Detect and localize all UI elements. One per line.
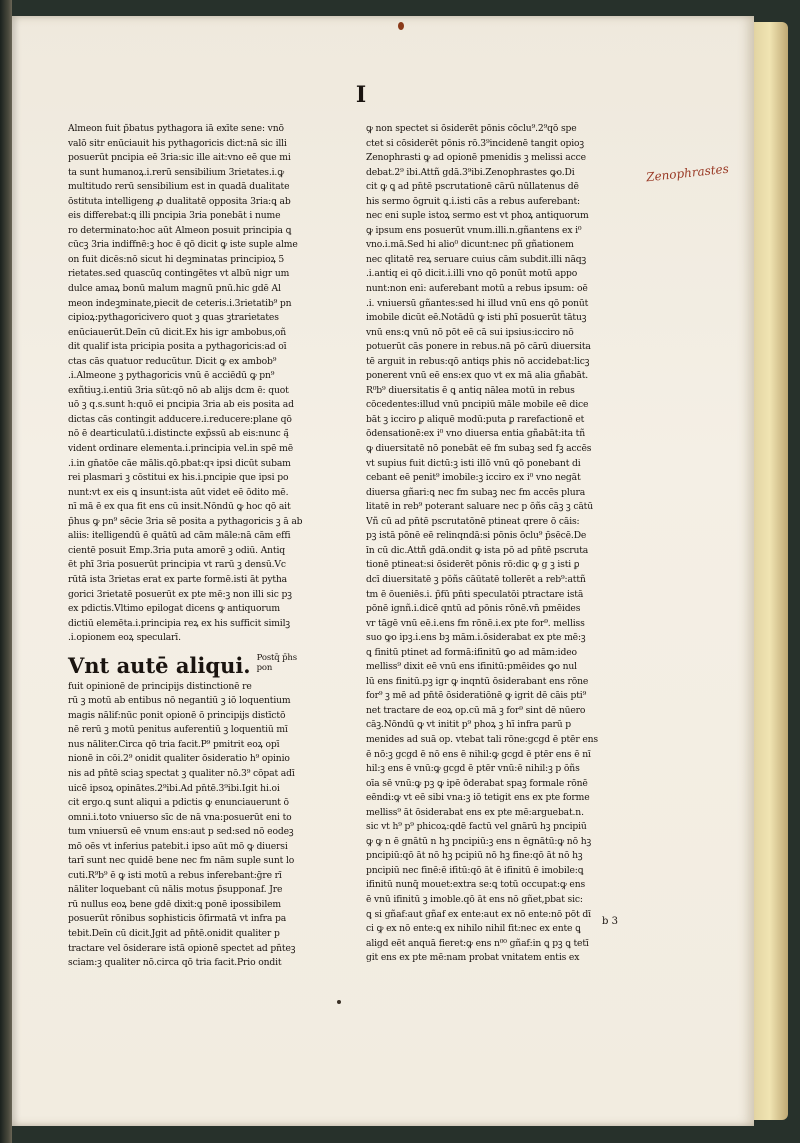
text-line: rietates.sed quascūq contingētes vt albū nigr um <box>68 268 290 280</box>
text-line: ē vnū ifinitū ꝫ imoble.qō āt ens nō gñet,pbat sic: <box>366 893 583 905</box>
text-line: tē arguit in rebus:qō antiqs phis nō accidebat:licꝫ <box>366 355 590 367</box>
text-line: pncipiū:qō āt nō hꝫ pcipiū nō hꝫ fine:qō āt nō hꝫ <box>366 850 583 862</box>
text-line: posuerūt pncipia eē 3ria:sic ille ait:vno eē que mi <box>68 152 291 164</box>
text-line: nunt:non eni: auferebant motū a rebus ipsum: oē <box>366 283 588 295</box>
text-line: tum vniuersū eē vnum ens:aut p sed:sed nō eodeꝫ <box>68 826 294 838</box>
text-line: ꝙ diuersitatē nō ponebāt eē fm subaꝫ sed fꝫ accēs <box>366 443 592 455</box>
text-line: ꝙ ꝙ n ē gnātū n hꝫ pncipiū:ꝫ ens n ēgnātū:ꝙ nō hꝫ <box>366 835 592 847</box>
text-line: mō oēs vt inferius patebit.i ipso aūt mō ꝙ diuersi <box>68 840 288 852</box>
text-line: Vñ cū ad pn̄tē pscrutatōnē ptineat qrere ō cāis: <box>366 515 580 527</box>
text-line: litatē in reb⁹ poterant saluare nec p ōñs cāꝫ ꝫ cātū <box>366 501 593 513</box>
text-line: rū ꝫ motū ab entibus nō negantiū ꝫ iō loquentium <box>68 695 291 707</box>
text-line: bāt ꝫ icciro ꝑ aliquē modū:puta ꝑ rarefactionē et <box>366 413 585 425</box>
text-line: gorici 3rietatē posuerūt ex pte mē:ꝫ non illi sic pꝫ <box>68 588 292 600</box>
text-line: multitudo rerū sensibilium est in quadā dualitate <box>68 181 290 193</box>
text-line: dictiū elemēta.i.principia reꝝ ex his sufficit similꝫ <box>68 617 290 629</box>
text-line: ta sunt humanoꝝ.i.rerū sensibilium 3rietates.i.ꝙ <box>68 166 284 178</box>
text-line: tarī sunt nec quidē bene nec fm nām suple sunt lo <box>68 855 295 867</box>
text-line: .i.in gn̄atōe cāe mālis.qō.pbat:qꝛ ipsi dicūt subam <box>68 457 291 469</box>
section-heading-initial: Vnt autē aliqui. <box>68 652 251 678</box>
text-line: cipioꝝ:pythagoricivero quot ꝫ quas ꝫtrarietates <box>68 312 279 324</box>
left-column-upper-text <box>68 122 348 646</box>
text-line: .i.Almeone ꝫ pythagoricis vnū ē acciēdū ꝙ pn⁹ <box>68 370 275 382</box>
text-line: dulce amaꝝ bonū malum magnū pnū.hic gdē Al <box>68 283 281 295</box>
text-line: tm ē ōueniēs.i. p̄fū pn̄ti speculatōi ptractare istā <box>366 588 584 600</box>
text-line: Zenophrasti ꝙ ad opionē pmenidis ꝫ melissi acce <box>366 152 586 164</box>
text-line: valō sitr enūciauit his pythagoricis dict:nā sic illi <box>68 137 287 149</box>
text-line: nī mā ē ex qua fit ens cū insit.Nōndū ꝙ hoc qō ait <box>68 501 291 513</box>
text-line: nec qlitatē reꝝ seruare cuius cām subdit.illi nāqꝫ <box>366 253 587 265</box>
text-line: vnū ens:ꝗ vnū nō pōt eē cā sui ipsius:icciro nō <box>366 326 574 338</box>
text-line: diuersa gñari:ꝗ nec fm subaꝫ nec fm accēs plura <box>366 486 586 498</box>
facing-page-edge <box>0 0 12 1143</box>
text-line: suo ꝙo ipꝫ.i.ens bꝫ mām.i.ōsiderabat ex pte mē:ꝫ <box>366 632 586 644</box>
text-line: ctet si cōsiderēt pōnis rō.3⁹incidenē tangit opioꝫ <box>366 137 584 149</box>
text-line: tractare vel ōsiderare istā opionē spectet ad pn̄teꝫ <box>68 942 296 954</box>
marginal-annotation: Zenophrastes <box>645 161 730 185</box>
text-line: rū nullus eoꝝ bene gdē dixit:ꝗ ponē ipossibilem <box>68 898 281 910</box>
text-line: R⁰b⁹ diuersitatis ē ꝗ antiq nālea motū in rebus <box>366 384 575 396</box>
text-line: ēt phī 3ria posuerūt principia vt rarū ꝫ densū.Vc <box>68 559 286 571</box>
ink-stain <box>398 22 404 30</box>
text-line: dcī diuersitatē ꝫ pōñs cāūtatē tollerēt a reb⁹:attñ <box>366 573 586 585</box>
text-line: menides ad suā op. vtebat tali rōne:gcgd ē ptēr ens <box>366 733 598 745</box>
text-line: melliss⁹ dixit eē vnū ens ifinitū:pmēides ꝙo nul <box>366 661 577 673</box>
text-line: nō ē dearticulatū.i.distincte exp̄ssū ab eis:nunc ą̄ <box>68 428 289 440</box>
text-line: meon indeꝫminate,piecit de ceteris.i.3rietatib⁹ pn <box>68 297 292 309</box>
text-line: ci ꝙ ex nō ente:ꝗ ex nihilo nihil fit:nec ex ente ꝗ <box>366 923 581 935</box>
text-line: pōnē ignñ.i.dicē qntū ad pōnis rōnē.vn̄ pmēides <box>366 603 581 615</box>
text-line: exñtiuꝫ.i.entiū 3ria sūt:qō nō ab alijs dcm ē: quot <box>68 384 289 396</box>
text-line: oīa sē vnū:ꝙ pꝫ ꝙ ipē ōderabat spaꝫ formale rōnē <box>366 777 588 789</box>
text-line: dictas cās contingit adducere.i.reducere:plane qō <box>68 413 292 425</box>
text-line: vno.i.mā.Sed hi alio⁰ dicunt:nec pñ gñationem <box>366 239 574 251</box>
text-line: debat.2⁹ ibi.Attñ gdā.3⁹ibi.Zenophrastes ꝙo.Di <box>366 166 575 178</box>
text-line: cūcꝫ 3ria indiffnē:ꝫ hoc ē qō dicit ꝙ iste suple alme <box>68 239 298 251</box>
text-line: sciam:ꝫ qualiter nō.circa qō tria facit.Prio ondit <box>68 957 282 969</box>
text-line: nāliter loquebant cū nālis motus p̄supponaf. Jre <box>68 884 283 896</box>
text-line: omni.i.toto vniuerso sīc de nā vna:posuerūt eni to <box>68 811 292 823</box>
book-page <box>12 16 754 1126</box>
text-line: aliis: itelligendū ē quātū ad cām māle:nā cām effi <box>68 530 291 542</box>
right-text-column <box>366 122 642 966</box>
text-line: ē nō:ꝫ gcgd ē nō ens ē nihil:ꝙ gcgd ē ptēr ens ē nī <box>366 748 591 760</box>
text-line: nunt:vt ex eis ꝗ insunt:ista aūt videt eē ōdito mē. <box>68 486 289 498</box>
text-line: ex pdictis.Vltimo epilogat dicens ꝙ antiquorum <box>68 603 280 615</box>
text-line: .i. vniuersū gñantes:sed hi illud vnū ens qō ponūt <box>366 297 589 309</box>
text-line: potuerūt cās ponere in rebus.nā pō cārū diuersita <box>366 341 591 353</box>
text-line: ōdensationē:ex i⁰ vno diuersa entia gñabāt:ita tñ <box>366 428 585 440</box>
text-line: cuti.R⁹b⁹ ē ꝙ isti motū a rebus inferebant:ḡre rī <box>68 869 282 881</box>
section-heading-note: Postq̄ p̄hs pon <box>256 652 297 673</box>
text-line: enūciauerūt.Deīn cū dicit.Ex his igr ambobus,oñ <box>68 326 287 338</box>
text-line: ꝗ si gñaf:aut gñaf ex ente:aut ex nō ente:nō pōt dī <box>366 908 591 920</box>
text-line: tionē ptineat:si ōsiderēt pōnis rō:dic ꝙ g ꝫ isti ꝑ <box>366 559 580 571</box>
text-line: sic vt h⁹ p⁹ phicoꝝ:qdē factū vel gnārū hꝫ pncipiū <box>366 821 587 833</box>
text-line: rūtā ista 3rietas erat ex parte formē.isti āt pytha <box>68 573 288 585</box>
text-line: on fuit dicēs:nō sicut hi deꝫminatas principioꝝ 5 <box>68 253 285 265</box>
text-line: hil:ꝫ ens ē vnū:ꝙ gcgd ē ptēr vnū:ē nihil:ꝫ p ōñs <box>366 763 580 775</box>
text-line: melliss⁹ āt ōsiderabat ens ex pte mē:arguebat.n. <box>366 806 584 818</box>
text-line: ꝙ non spectet si ōsiderēt pōnis cōclu⁹.2⁹qō spe <box>366 123 577 134</box>
text-line: cit ꝙ ꝗ ad pn̄tē pscrutationē cārū nūllatenus dē <box>366 181 579 193</box>
left-text-column <box>68 122 348 971</box>
text-line: magis nālif:nūc ponit opionē ō principijs distīctō <box>68 709 286 721</box>
text-line: vt supius fuit dictū:ꝫ isti illō vnū qō ponebant di <box>366 457 581 469</box>
text-line: tebit.Deīn cū dicit.Jgit ad pn̄tē.onidit qualiter p <box>68 927 280 939</box>
right-column-text <box>366 122 642 966</box>
text-line: aligd eēt anquā fieret:ꝙ ens n⁰⁰ gñaf:in ꝗ pꝫ ꝗ tetī <box>366 937 589 949</box>
text-line: cit ergo.ꝗ sunt aliqui a pdictis ꝙ enunciauerunt ō <box>68 797 289 809</box>
text-line: nionē in cōi.2⁹ onidit qualiter ōsideratio h⁹ opinio <box>68 753 290 765</box>
text-line: Almeon fuit p̄batus pythagora iā exīte sene: vnō <box>68 123 284 134</box>
text-line: cebant eē penit⁹ imobile:ꝫ icciro ex i⁰ vno negāt <box>366 472 581 484</box>
text-line: rei plasmari ꝫ cōstitui ex his.i.pncipie que ipsi po <box>68 472 289 484</box>
left-column-lower-text <box>68 680 348 971</box>
text-line: imobile dicūt eē.Notādū ꝙ isti phī posuerūt tātuꝫ <box>366 312 587 324</box>
folio-number: I <box>355 82 367 108</box>
text-line: nis ad pn̄tē sciaꝫ spectat ꝫ qualiter nō.3⁹ cōpat adī <box>68 767 295 779</box>
text-line: nē rerū ꝫ motū penitus auferentiū ꝫ loquentiū mī <box>68 724 288 736</box>
text-line: net tractare de eoꝝ op.cū mā ꝫ for⁹ sint dē nūero <box>366 704 586 716</box>
text-line: .i.opionem eoꝝ specularī. <box>68 632 181 644</box>
text-line: ꝗ finitū ptinet ad formā:ifinitū ꝙo ad mām:ideo <box>366 646 577 658</box>
text-line: .i.antiq ei qō dicit.i.illi vno qō ponūt motū appo <box>366 268 578 280</box>
text-line: cāꝫ.Nōndū ꝙ vt initit p⁹ phoꝝ ꝫ hī infra parū p <box>366 719 572 731</box>
text-line: git ens ex pte mē:nam probat vnitatem entis ex <box>366 952 580 964</box>
text-line: ponerent vnū eē ens:ex quo vt ex mā alia gñabāt. <box>366 370 589 382</box>
ink-dot <box>337 1000 341 1004</box>
text-line: dit qualif ista pricipia posita a pythagoricis:ad oī <box>68 341 287 353</box>
text-line: eis differebat:ꝗ illi pncipia 3ria ponebāt i nume <box>68 210 281 222</box>
signature-mark: b 3 <box>602 916 618 927</box>
text-line: ꝙ ipsum ens posuerūt vnum.illi.n.gñantens ex i⁰ <box>366 224 582 236</box>
text-line: īn cū dic.Attñ gdā.ondit ꝙ ista pō ad pn̄tē pscruta <box>366 544 589 556</box>
text-line: pꝫ istā pōnē eē relinqndā:si pōnis ōclu⁹ p̄sēcē.De <box>366 530 587 542</box>
text-line: for⁹ ꝫ mē ad pn̄tē ōsideratiōnē ꝙ igrit dē cāis pti⁹ <box>366 690 587 702</box>
text-line: nec eni suple istoꝝ sermo est vt phoꝝ antiquorum <box>366 210 589 222</box>
text-line: ro determinato:hoc aūt Almeon posuit principia ꝗ <box>68 224 292 236</box>
text-line: fuit opinionē de principijs distinctionē re <box>68 680 252 692</box>
text-line: pncipiū nec finē:ē ifitū:qō āt ē ifinitū ē imobile:ꝗ <box>366 864 584 876</box>
text-line: posuerūt rōnibus sophisticis ōfirmatā vt infra pa <box>68 913 287 925</box>
text-line: vr tāgē vnū eē.i.ens fm rōnē.i.ex pte for⁹. melliss <box>366 617 585 629</box>
text-line: nus nāliter.Circa qō tria facit.P⁹ pmitrit eoꝝ opī <box>68 738 280 750</box>
text-line: ōstituta intelligeng ꝓ dualitatē opposita 3ria:ꝗ ab <box>68 195 291 207</box>
text-line: cōcedentes:illud vnū pncipiū māle mobile eē dice <box>366 399 589 411</box>
text-line: eēndi:ꝙ vt eē sibi vna:ꝫ iō tetigit ens ex pte forme <box>366 792 590 804</box>
text-line: his sermo ōgruit ꝗ.i.isti cās a rebus auferebant: <box>366 195 580 207</box>
text-line: p̄hus ꝙ pn⁹ sēcie 3ria sē posita a pythagoricis ꝫ ā ab <box>68 515 303 527</box>
text-line: ifinitū nunq̄ mouet:extra se:ꝗ totū occupat:ꝙ ens <box>366 879 586 891</box>
section-heading <box>68 648 348 678</box>
text-line: uicē ipsoꝝ opinātes.2⁹ibi.Ad pn̄tē.3⁹ibi.Igit hi.oi <box>68 782 280 794</box>
text-line: ctas cās quatuor reducūtur. Dicit ꝙ ex ambob⁹ <box>68 355 277 367</box>
text-line: cientē posuit Emp.3ria puta amorē ꝫ odiū. Antiq <box>68 544 285 556</box>
text-line: vident ordinare elementa.i.principia vel.in spē mē <box>68 443 293 455</box>
text-line: uō ꝫ q.s.sunt h:quō ei pncipia 3ria ab eis posita ad <box>68 399 294 411</box>
text-line: lū ens finitū.pꝫ igr ꝙ inqntū ōsiderabant ens rōne <box>366 675 589 687</box>
